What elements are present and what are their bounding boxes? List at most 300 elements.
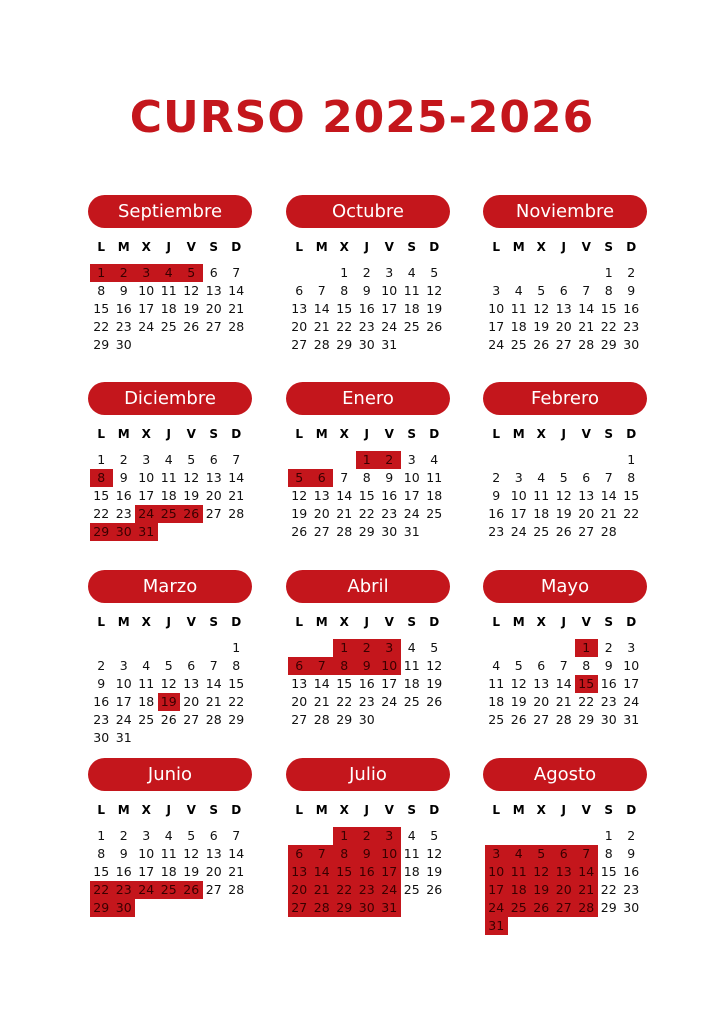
day: 22 xyxy=(600,882,617,897)
day: 3 xyxy=(492,283,501,298)
holiday-day: 3 xyxy=(378,827,401,845)
weekday-label: M xyxy=(117,240,130,254)
days-grid xyxy=(86,827,254,917)
weekday-label: L xyxy=(295,615,304,629)
day: 31 xyxy=(115,730,132,745)
day: 13 xyxy=(555,301,572,316)
holiday-day: 23 xyxy=(356,881,379,899)
day: 20 xyxy=(578,506,595,521)
weekday-label: X xyxy=(339,615,349,629)
day: 25 xyxy=(403,882,420,897)
holiday-day: 25 xyxy=(158,881,181,899)
empty-cell xyxy=(203,639,226,657)
month-septiembre xyxy=(86,195,254,354)
empty-cell xyxy=(553,451,576,469)
day: 10 xyxy=(488,301,505,316)
weekday-label: L xyxy=(492,615,501,629)
weekday-label: X xyxy=(536,615,546,629)
day: 24 xyxy=(488,337,505,352)
day: 26 xyxy=(183,319,200,334)
day: 30 xyxy=(115,337,132,352)
day: 23 xyxy=(488,524,505,539)
day: 23 xyxy=(623,882,640,897)
day: 26 xyxy=(426,694,443,709)
day: 27 xyxy=(555,337,572,352)
day: 3 xyxy=(142,828,151,843)
day: 2 xyxy=(97,658,106,673)
day: 24 xyxy=(381,319,398,334)
weekday-label: S xyxy=(209,615,219,629)
holiday-day: 25 xyxy=(158,505,181,523)
day: 9 xyxy=(604,658,613,673)
holiday-day: 22 xyxy=(90,881,113,899)
day: 23 xyxy=(93,712,110,727)
month-title: Diciembre xyxy=(88,382,252,415)
empty-cell xyxy=(508,264,531,282)
day: 22 xyxy=(228,694,245,709)
page-title: CURSO 2025-2026 xyxy=(129,92,595,143)
month-mayo xyxy=(481,570,649,729)
day: 6 xyxy=(187,658,196,673)
day: 20 xyxy=(533,694,550,709)
weekday-label: V xyxy=(581,615,591,629)
day: 31 xyxy=(403,524,420,539)
day: 14 xyxy=(578,301,595,316)
weekday-label: L xyxy=(492,427,501,441)
day: 4 xyxy=(514,283,523,298)
month-junio xyxy=(86,758,254,917)
day: 24 xyxy=(403,506,420,521)
day: 13 xyxy=(291,676,308,691)
day: 11 xyxy=(160,283,177,298)
day: 3 xyxy=(385,265,394,280)
day: 5 xyxy=(430,265,439,280)
day: 11 xyxy=(533,488,550,503)
empty-cell xyxy=(530,264,553,282)
day: 5 xyxy=(430,828,439,843)
holiday-day: 3 xyxy=(485,845,508,863)
day: 15 xyxy=(336,301,353,316)
holiday-day: 29 xyxy=(333,899,356,917)
holiday-day: 6 xyxy=(553,845,576,863)
weekday-label: J xyxy=(166,615,171,629)
day: 16 xyxy=(115,488,132,503)
month-agosto xyxy=(481,758,649,935)
day: 30 xyxy=(93,730,110,745)
day: 19 xyxy=(426,301,443,316)
day: 19 xyxy=(291,506,308,521)
holiday-day: 16 xyxy=(356,863,379,881)
day: 27 xyxy=(578,524,595,539)
day: 8 xyxy=(582,658,591,673)
day: 6 xyxy=(209,828,218,843)
holiday-day: 15 xyxy=(575,675,598,693)
day: 12 xyxy=(426,283,443,298)
weekday-label: M xyxy=(117,615,130,629)
weekday-label: L xyxy=(97,240,106,254)
day: 1 xyxy=(340,265,349,280)
month-title: Mayo xyxy=(483,570,647,603)
day: 28 xyxy=(555,712,572,727)
weekday-label: J xyxy=(166,240,171,254)
day: 21 xyxy=(205,694,222,709)
day: 19 xyxy=(183,864,200,879)
holiday-day: 5 xyxy=(530,845,553,863)
day: 5 xyxy=(187,452,196,467)
month-title: Septiembre xyxy=(88,195,252,228)
day: 25 xyxy=(160,319,177,334)
day: 4 xyxy=(164,828,173,843)
day: 19 xyxy=(533,319,550,334)
days-grid xyxy=(284,451,452,541)
day: 3 xyxy=(627,640,636,655)
day: 10 xyxy=(138,470,155,485)
empty-cell xyxy=(311,827,334,845)
day: 15 xyxy=(93,488,110,503)
day: 9 xyxy=(119,470,128,485)
month-title: Marzo xyxy=(88,570,252,603)
day: 18 xyxy=(510,319,527,334)
weekday-label: X xyxy=(141,803,151,817)
weekday-header xyxy=(284,613,452,631)
day: 11 xyxy=(138,676,155,691)
empty-cell xyxy=(485,264,508,282)
day: 4 xyxy=(430,452,439,467)
weekday-label: V xyxy=(581,427,591,441)
holiday-day: 7 xyxy=(311,657,334,675)
weekday-header xyxy=(284,801,452,819)
month-enero xyxy=(284,382,452,541)
day: 8 xyxy=(604,846,613,861)
holiday-day: 1 xyxy=(333,827,356,845)
weekday-label: J xyxy=(561,427,566,441)
weekday-label: X xyxy=(339,427,349,441)
day: 1 xyxy=(627,452,636,467)
holiday-day: 27 xyxy=(288,899,311,917)
holiday-day: 6 xyxy=(288,657,311,675)
holiday-day: 14 xyxy=(311,863,334,881)
days-grid xyxy=(481,639,649,729)
day: 22 xyxy=(93,506,110,521)
day: 12 xyxy=(555,488,572,503)
days-grid xyxy=(284,639,452,729)
day: 13 xyxy=(205,283,222,298)
empty-cell xyxy=(553,639,576,657)
day: 30 xyxy=(623,337,640,352)
day: 22 xyxy=(623,506,640,521)
holiday-day: 2 xyxy=(378,451,401,469)
day: 21 xyxy=(228,864,245,879)
empty-cell xyxy=(553,827,576,845)
day: 15 xyxy=(93,301,110,316)
holiday-day: 30 xyxy=(356,899,379,917)
day: 4 xyxy=(164,452,173,467)
day: 16 xyxy=(115,301,132,316)
holiday-day: 6 xyxy=(311,469,334,487)
weekday-header xyxy=(481,613,649,631)
weekday-label: S xyxy=(407,615,417,629)
holiday-day: 28 xyxy=(575,899,598,917)
day: 20 xyxy=(183,694,200,709)
day: 28 xyxy=(600,524,617,539)
weekday-label: S xyxy=(209,427,219,441)
day: 12 xyxy=(426,658,443,673)
day: 30 xyxy=(358,337,375,352)
weekday-label: D xyxy=(626,615,637,629)
empty-cell xyxy=(311,639,334,657)
holiday-day: 17 xyxy=(485,881,508,899)
day: 27 xyxy=(183,712,200,727)
holiday-day: 5 xyxy=(180,264,203,282)
days-grid xyxy=(481,264,649,354)
day: 2 xyxy=(492,470,501,485)
month-diciembre xyxy=(86,382,254,541)
weekday-label: L xyxy=(492,803,501,817)
day: 2 xyxy=(627,265,636,280)
empty-cell xyxy=(508,639,531,657)
day: 1 xyxy=(604,828,613,843)
weekday-label: L xyxy=(295,427,304,441)
day: 25 xyxy=(138,712,155,727)
holiday-day: 8 xyxy=(90,469,113,487)
day: 9 xyxy=(385,470,394,485)
day: 17 xyxy=(138,488,155,503)
day: 25 xyxy=(403,694,420,709)
month-noviembre xyxy=(481,195,649,354)
day: 7 xyxy=(340,470,349,485)
day: 11 xyxy=(403,283,420,298)
weekday-label: J xyxy=(166,427,171,441)
weekday-label: J xyxy=(364,803,369,817)
holiday-day: 18 xyxy=(508,881,531,899)
weekday-header xyxy=(481,801,649,819)
weekday-label: S xyxy=(407,427,417,441)
weekday-label: D xyxy=(626,427,637,441)
weekday-label: J xyxy=(364,240,369,254)
day: 5 xyxy=(164,658,173,673)
day: 1 xyxy=(97,828,106,843)
holiday-day: 24 xyxy=(135,505,158,523)
empty-cell xyxy=(180,639,203,657)
day: 2 xyxy=(362,265,371,280)
weekday-label: S xyxy=(407,803,417,817)
weekday-label: D xyxy=(429,240,440,254)
day: 23 xyxy=(358,319,375,334)
weekday-label: L xyxy=(492,240,501,254)
day: 12 xyxy=(183,283,200,298)
day: 20 xyxy=(291,694,308,709)
days-grid xyxy=(481,827,649,935)
weekday-label: V xyxy=(186,240,196,254)
holiday-day: 13 xyxy=(288,863,311,881)
weekday-label: L xyxy=(295,240,304,254)
day: 22 xyxy=(600,319,617,334)
day: 8 xyxy=(362,470,371,485)
day: 24 xyxy=(115,712,132,727)
day: 23 xyxy=(600,694,617,709)
day: 8 xyxy=(604,283,613,298)
day: 20 xyxy=(313,506,330,521)
holiday-day: 20 xyxy=(288,881,311,899)
holiday-day: 30 xyxy=(113,523,136,541)
day: 13 xyxy=(313,488,330,503)
day: 1 xyxy=(604,265,613,280)
day: 31 xyxy=(623,712,640,727)
weekday-label: V xyxy=(384,240,394,254)
day: 22 xyxy=(578,694,595,709)
holiday-day: 21 xyxy=(575,881,598,899)
day: 27 xyxy=(291,337,308,352)
weekday-label: V xyxy=(581,803,591,817)
day: 27 xyxy=(291,712,308,727)
day: 4 xyxy=(407,640,416,655)
day: 15 xyxy=(623,488,640,503)
day: 10 xyxy=(138,283,155,298)
day: 23 xyxy=(115,506,132,521)
day: 18 xyxy=(160,488,177,503)
weekday-label: M xyxy=(315,427,328,441)
holiday-day: 31 xyxy=(135,523,158,541)
day: 2 xyxy=(119,828,128,843)
day: 24 xyxy=(381,694,398,709)
day: 29 xyxy=(336,712,353,727)
empty-cell xyxy=(485,451,508,469)
holiday-day: 10 xyxy=(485,863,508,881)
weekday-label: L xyxy=(97,803,106,817)
weekday-header xyxy=(284,425,452,443)
day: 3 xyxy=(407,452,416,467)
weekday-label: V xyxy=(384,803,394,817)
day: 16 xyxy=(381,488,398,503)
day: 19 xyxy=(183,301,200,316)
day: 25 xyxy=(403,319,420,334)
day: 21 xyxy=(555,694,572,709)
day: 12 xyxy=(533,301,550,316)
day: 28 xyxy=(228,506,245,521)
holiday-day: 29 xyxy=(90,523,113,541)
month-title: Agosto xyxy=(483,758,647,791)
day: 5 xyxy=(187,828,196,843)
weekday-label: D xyxy=(429,615,440,629)
holiday-day: 13 xyxy=(553,863,576,881)
day: 29 xyxy=(578,712,595,727)
weekday-label: V xyxy=(581,240,591,254)
holiday-day: 15 xyxy=(333,863,356,881)
empty-cell xyxy=(575,264,598,282)
day: 17 xyxy=(403,488,420,503)
day: 13 xyxy=(183,676,200,691)
empty-cell xyxy=(135,639,158,657)
day: 27 xyxy=(533,712,550,727)
holiday-day: 26 xyxy=(180,505,203,523)
day: 24 xyxy=(623,694,640,709)
day: 14 xyxy=(228,283,245,298)
day: 1 xyxy=(232,640,241,655)
empty-cell xyxy=(530,827,553,845)
day: 7 xyxy=(317,283,326,298)
empty-cell xyxy=(113,639,136,657)
day: 9 xyxy=(627,846,636,861)
holiday-day: 25 xyxy=(508,899,531,917)
day: 26 xyxy=(533,337,550,352)
day: 17 xyxy=(488,319,505,334)
day: 21 xyxy=(600,506,617,521)
day: 13 xyxy=(291,301,308,316)
holiday-day: 2 xyxy=(356,827,379,845)
day: 14 xyxy=(205,676,222,691)
day: 18 xyxy=(160,864,177,879)
day: 29 xyxy=(93,337,110,352)
day: 25 xyxy=(533,524,550,539)
day: 11 xyxy=(488,676,505,691)
holiday-day: 7 xyxy=(311,845,334,863)
days-grid xyxy=(86,264,254,354)
weekday-label: J xyxy=(364,427,369,441)
weekday-label: V xyxy=(186,615,196,629)
month-title: Octubre xyxy=(286,195,450,228)
day: 17 xyxy=(381,301,398,316)
day: 12 xyxy=(160,676,177,691)
holiday-day: 8 xyxy=(333,657,356,675)
day: 13 xyxy=(533,676,550,691)
weekday-header xyxy=(481,425,649,443)
weekday-label: D xyxy=(429,803,440,817)
day: 5 xyxy=(430,640,439,655)
holiday-day: 12 xyxy=(530,863,553,881)
month-title: Febrero xyxy=(483,382,647,415)
weekday-header xyxy=(86,238,254,256)
day: 6 xyxy=(537,658,546,673)
day: 5 xyxy=(537,283,546,298)
holiday-day: 19 xyxy=(530,881,553,899)
day: 21 xyxy=(578,319,595,334)
empty-cell xyxy=(288,264,311,282)
day: 16 xyxy=(115,864,132,879)
day: 19 xyxy=(183,488,200,503)
day: 12 xyxy=(291,488,308,503)
holiday-day: 10 xyxy=(378,657,401,675)
day: 28 xyxy=(313,712,330,727)
weekday-label: M xyxy=(512,240,525,254)
day: 8 xyxy=(340,283,349,298)
day: 17 xyxy=(138,301,155,316)
empty-cell xyxy=(485,639,508,657)
holiday-day: 17 xyxy=(378,863,401,881)
day: 17 xyxy=(138,864,155,879)
day: 3 xyxy=(514,470,523,485)
day: 16 xyxy=(358,676,375,691)
day: 18 xyxy=(426,488,443,503)
holiday-day: 3 xyxy=(135,264,158,282)
day: 13 xyxy=(578,488,595,503)
day: 25 xyxy=(488,712,505,727)
day: 7 xyxy=(582,283,591,298)
day: 22 xyxy=(93,319,110,334)
day: 15 xyxy=(600,301,617,316)
day: 20 xyxy=(205,864,222,879)
holiday-day: 5 xyxy=(288,469,311,487)
day: 21 xyxy=(313,319,330,334)
weekday-label: S xyxy=(209,803,219,817)
day: 6 xyxy=(209,265,218,280)
holiday-day: 31 xyxy=(485,917,508,935)
day: 15 xyxy=(336,676,353,691)
weekday-label: D xyxy=(231,615,242,629)
weekday-label: M xyxy=(315,803,328,817)
day: 16 xyxy=(623,864,640,879)
weekday-label: V xyxy=(384,615,394,629)
weekday-label: S xyxy=(604,803,614,817)
